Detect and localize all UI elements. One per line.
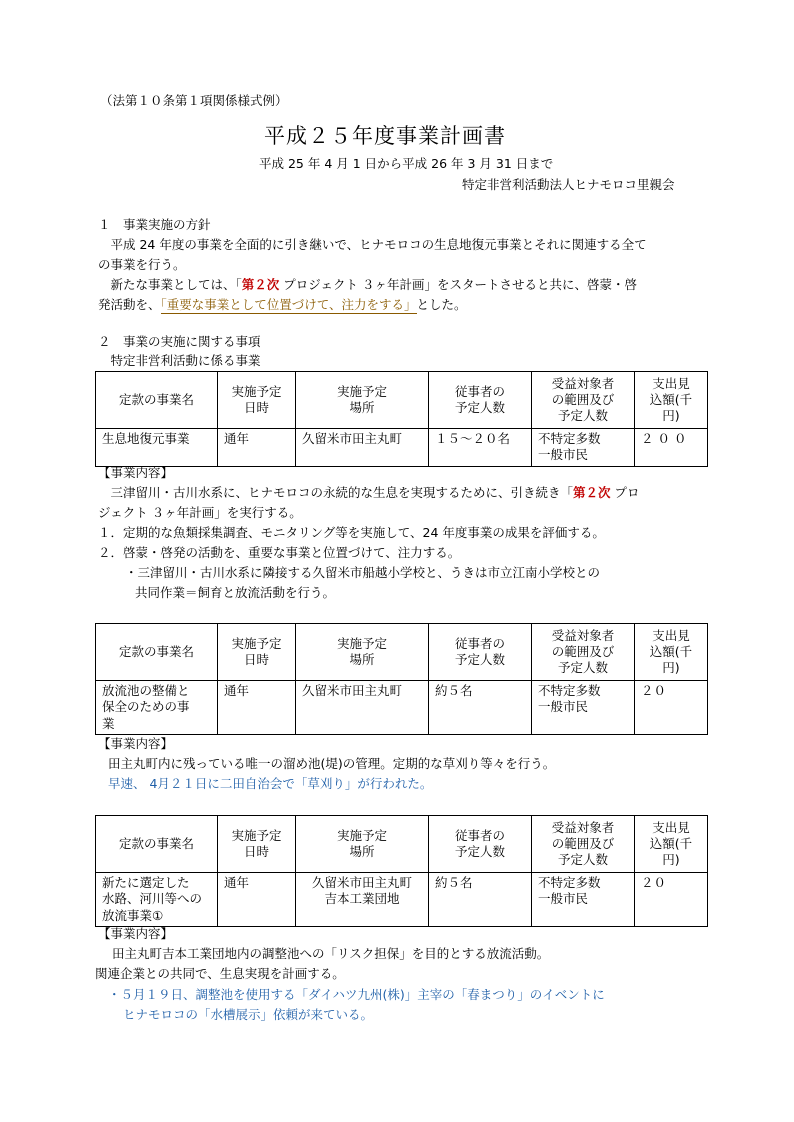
- header-col3: 実施予定 場所: [296, 624, 429, 681]
- plan-table-1: [95, 371, 708, 467]
- header-col5: 受益対象者 の範囲及び 予定人数: [532, 816, 635, 873]
- table1-details-sub1: ・三津留川・古川水系に隣接する久留米市船越小学校と、うきは市立江南小学校との: [125, 565, 601, 580]
- cell-date: 通年: [218, 681, 296, 735]
- line1-suffix: プロ: [610, 485, 640, 500]
- para3-underlined: 「重要な事業として位置づけて、注力をする」: [160, 297, 417, 312]
- section1-heading: １ 事業実施の方針: [98, 217, 211, 232]
- table-header-row: [96, 372, 708, 429]
- section2-subheading: 特定非営利活動に係る事業: [98, 353, 261, 368]
- table3-details-line3: ・５月１９日、調整池を使用する「ダイハツ九州(株)」主宰の「春まつり」のイベントに: [108, 987, 605, 1002]
- header-col5: 受益対象者 の範囲及び 予定人数: [532, 372, 635, 429]
- table-header-row: [96, 816, 708, 873]
- cell-name: 新たに選定した 水路、河川等への 放流事業①: [96, 873, 218, 927]
- cell-name: 放流池の整備と 保全のための事 業: [96, 681, 218, 735]
- cell-amount: ２０: [635, 681, 708, 735]
- header-col1: 定款の事業名: [96, 624, 218, 681]
- header-col4: 従事者の 予定人数: [429, 816, 532, 873]
- header-col1: 定款の事業名: [96, 372, 218, 429]
- header-col6: 支出見 込額(千 円): [635, 624, 708, 681]
- table1-details-item2: ２．啓蒙・啓発の活動を、重要な事業と位置づけて、注力する。: [98, 545, 461, 560]
- cell-place: 久留米市田主丸町: [296, 681, 429, 735]
- period: 平成 25 年 4 月 1 日から平成 26 年 3 月 31 日まで: [259, 156, 554, 171]
- cell-staff: 約５名: [429, 873, 532, 927]
- table3-details-line4: ヒナモロコの「水槽展示」依頼が来ている。: [123, 1007, 374, 1022]
- table-row: [96, 681, 708, 735]
- table1-details-line1: [98, 485, 640, 500]
- table3-details-label: 【事業内容】: [98, 926, 174, 941]
- para3-suffix: とした。: [416, 297, 467, 312]
- plan-table-2: [95, 623, 708, 735]
- organization: 特定非営利活動法人ヒナモロコ里親会: [462, 177, 675, 192]
- header-col4: 従事者の 予定人数: [429, 372, 532, 429]
- para3-prefix: 発活動を、: [98, 297, 161, 312]
- section1-para3: [98, 297, 467, 312]
- table1-details-item1: １．定期的な魚類採集調査、モニタリング等を実施して、24 年度事業の成果を評価する。: [98, 525, 605, 540]
- header-col3: 実施予定 場所: [296, 372, 429, 429]
- section1-para1-line2: の事業を行う。: [98, 257, 186, 272]
- header-col6: 支出見 込額(千 円): [635, 372, 708, 429]
- header-col3: 実施予定 場所: [296, 816, 429, 873]
- table-row: [96, 429, 708, 467]
- cell-name: 生息地復元事業: [96, 429, 218, 467]
- header-col6: 支出見 込額(千 円): [635, 816, 708, 873]
- header-col2: 実施予定 日時: [218, 624, 296, 681]
- section1-para1-line1: 平成 24 年度の事業を全面的に引き継いで、ヒナモロコの生息地復元事業とそれに関連する全て: [98, 237, 647, 252]
- cell-place: 久留米市田主丸町 吉本工業団地: [296, 873, 429, 927]
- section2-heading: ２ 事業の実施に関する事項: [98, 334, 261, 349]
- table-header-row: [96, 624, 708, 681]
- table1-details-line2: ジェクト ３ヶ年計画」を実行する。: [98, 505, 302, 520]
- header-col2: 実施予定 日時: [218, 816, 296, 873]
- para2-red: 第２次: [241, 277, 280, 292]
- cell-beneficiaries: 不特定多数 一般市民: [532, 873, 635, 927]
- cell-staff: 約５名: [429, 681, 532, 735]
- table2-details-line1: 田主丸町内に残っている唯一の溜め池(堤)の管理。定期的な草刈り等々を行う。: [108, 756, 556, 771]
- header-col4: 従事者の 予定人数: [429, 624, 532, 681]
- page-title: 平成２５年度事業計画書: [264, 124, 506, 148]
- header-col2: 実施予定 日時: [218, 372, 296, 429]
- table3-details-line2: 関連企業との共同で、生息実現を計画する。: [95, 966, 345, 981]
- cell-place: 久留米市田主丸町: [296, 429, 429, 467]
- para2-suffix: プロジェクト ３ヶ年計画」をスタートさせると共に、啓蒙・啓: [279, 277, 637, 292]
- table1-details-label: 【事業内容】: [98, 465, 174, 480]
- table1-details-sub2: 共同作業＝飼育と放流活動を行う。: [135, 585, 336, 600]
- cell-amount: ２０: [635, 873, 708, 927]
- header-col5: 受益対象者 の範囲及び 予定人数: [532, 624, 635, 681]
- cell-beneficiaries: 不特定多数 一般市民: [532, 429, 635, 467]
- line1-red: 第２次: [573, 485, 611, 500]
- header-col1: 定款の事業名: [96, 816, 218, 873]
- section1-para2: [98, 277, 637, 292]
- table2-details-label: 【事業内容】: [98, 736, 174, 751]
- cell-date: 通年: [218, 873, 296, 927]
- form-note: （法第１０条第１項関係様式例）: [100, 93, 288, 108]
- cell-amount: ２ ０ ０: [635, 429, 708, 467]
- table3-details-line1: 田主丸町吉本工業団地内の調整池への「リスク担保」を目的とする放流活動。: [112, 946, 550, 961]
- plan-table-3: [95, 815, 708, 927]
- table2-details-line2: 早速、 4月２１日に二田自治会で「草刈り」が行われた。: [108, 776, 433, 791]
- cell-staff: １５～２０名: [429, 429, 532, 467]
- table-row: [96, 873, 708, 927]
- cell-beneficiaries: 不特定多数 一般市民: [532, 681, 635, 735]
- cell-date: 通年: [218, 429, 296, 467]
- line1-prefix: 三津留川・古川水系に、ヒナモロコの永続的な生息を実現するために、引き続き「: [98, 485, 574, 500]
- para2-prefix: 新たな事業としては、「: [98, 277, 242, 292]
